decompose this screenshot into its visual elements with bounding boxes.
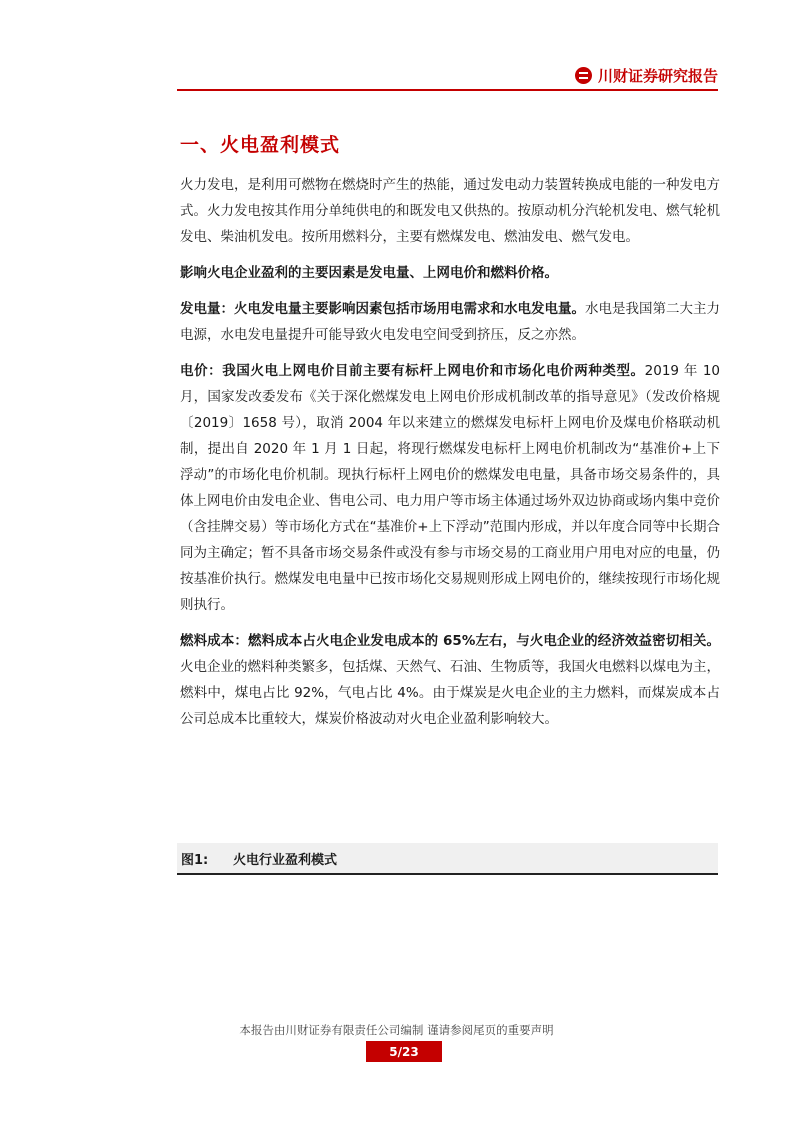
generation-volume-lead: 发电量：火电发电量主要影响因素包括市场用电需求和水电发电量。 [180,301,585,317]
electricity-price-lead: 电价：我国火电上网电价目前主要有标杆上网电价和市场化电价两种类型。 [180,363,645,379]
electricity-price-body: 2019 年 10 月，国家发改委发布《关于深化燃煤发电上网电价形成机制改革的指导意见》（发改价格规〔2019〕1658 号），取消 2004 年以来建立的燃煤发电标杆上网电价及煤电价格联动机制，提出自 2020 年 1 月 1 日起，将现行燃煤发电标杆上网电价机制改为“基准价+上下浮动”的市场化电价机制。现执行标杆上网电价的燃煤发电电量，具备市场交易条件的，具体上网电价由发电企业、售电公司、电力用户等市场主体通过场外双边协商或场内集中竞价（含挂牌交易）等市场化方式在“基准价+上下浮动”范围内形成，并以年度合同等中长期合同为主确定；暂不具备市场交易条件或没有参与市场交易的工商业用户用电对应的电量，仍按基准价执行。燃煤发电电量中已按市场化交易规则形成上网电价的，继续按现行市场化规则执行。 [180,363,720,613]
footer-disclaimer: 本报告由川财证券有限责任公司编制 谨请参阅尾页的重要声明 [239,1023,554,1037]
electricity-price-paragraph [180,358,720,618]
header-divider [177,89,718,91]
figure-number: 图1: [181,852,209,868]
page-number: 5/23 [366,1041,442,1062]
generation-volume-body: 水电是我国第二大主力电源，水电发电量提升可能导致火电发电空间受到挤压，反之亦然。 [180,301,720,343]
generation-volume-paragraph [180,296,720,348]
figure-caption: 火电行业盈利模式 [233,852,338,868]
section-title: 一、火电盈利模式 [180,134,341,156]
intro-paragraph: 火力发电，是利用可燃物在燃烧时产生的热能，通过发电动力装置转换成电能的一种发电方式。火力发电按其作用分单纯供电的和既发电又供热的。按原动机分汽轮机发电、燃气轮机发电、柴油机发电。按所用燃料分，主要有燃煤发电、燃油发电、燃气发电。 [180,177,720,245]
report-brand-name: 川财证券研究报告 [597,66,718,85]
figure-caption-bar [177,843,718,875]
report-header-brand [575,64,718,86]
report-body [180,172,720,739]
fuel-cost-lead: 燃料成本：燃料成本占火电企业发电成本的 65%左右，与火电企业的经济效益密切相关。 [180,633,720,649]
fuel-cost-paragraph [180,628,720,732]
key-factors-paragraph: 影响火电企业盈利的主要因素是发电量、上网电价和燃料价格。 [180,265,558,281]
chuancai-logo-icon [575,67,592,84]
fuel-cost-body: 火电企业的燃料种类繁多，包括煤、天然气、石油、生物质等，我国火电燃料以煤电为主，燃料中，煤电占比 92%，气电占比 4%。由于煤炭是火电企业的主力燃料，而煤炭成本占公司总成本比重较大，煤炭价格波动对火电企业盈利影响较大。 [180,659,720,727]
